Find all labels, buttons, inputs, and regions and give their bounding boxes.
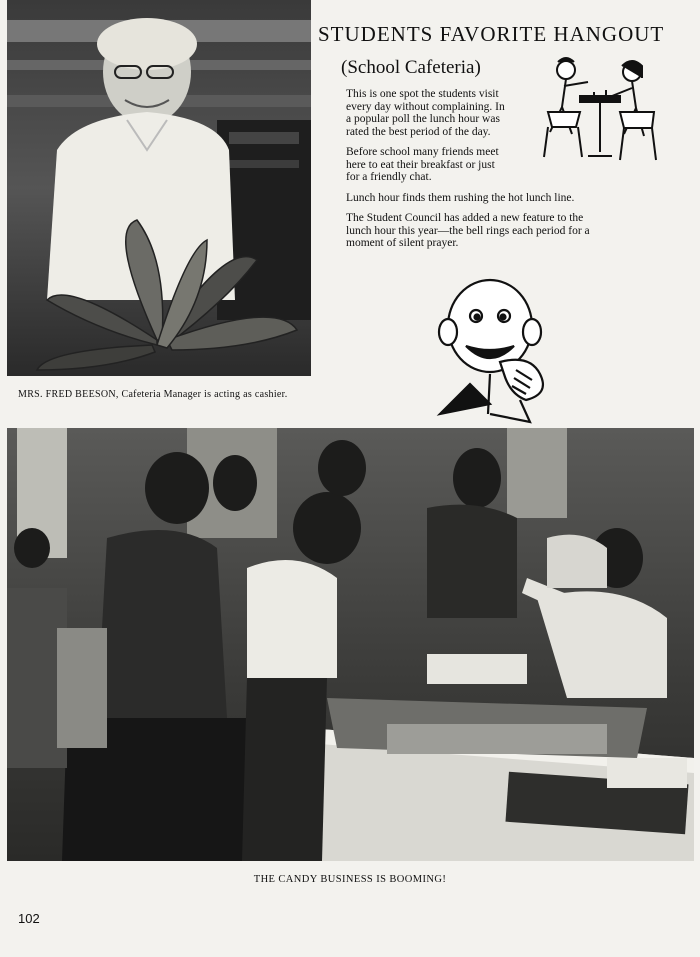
body-paragraph: Lunch hour finds them rushing the hot lunch line. xyxy=(346,191,575,204)
page-title: STUDENTS FAVORITE HANGOUT xyxy=(318,22,665,46)
manager-caption: MRS. FRED BEESON, Cafeteria Manager is acting as cashier. xyxy=(18,389,288,400)
boy-eating-illustration xyxy=(430,274,565,424)
page-subtitle: (School Cafeteria) xyxy=(341,57,481,78)
cafeteria-manager-photo xyxy=(7,0,311,376)
page-number: 102 xyxy=(18,911,40,926)
body-paragraph: This is one spot the students visit every day without complaining. In a popular poll the lunch hour was rated the best period of the day. xyxy=(346,88,505,138)
girls-at-table-illustration xyxy=(528,52,668,172)
lunch-line-caption: THE CANDY BUSINESS IS BOOMING! xyxy=(253,874,447,885)
lunch-line-photo xyxy=(7,428,694,861)
body-paragraph: The Student Council has added a new feature to the lunch hour this year—the bell rings each period for a moment of silent prayer. xyxy=(346,212,590,249)
body-paragraph: Before school many friends meet here to eat their breakfast or just for a friendly chat. xyxy=(346,146,499,183)
